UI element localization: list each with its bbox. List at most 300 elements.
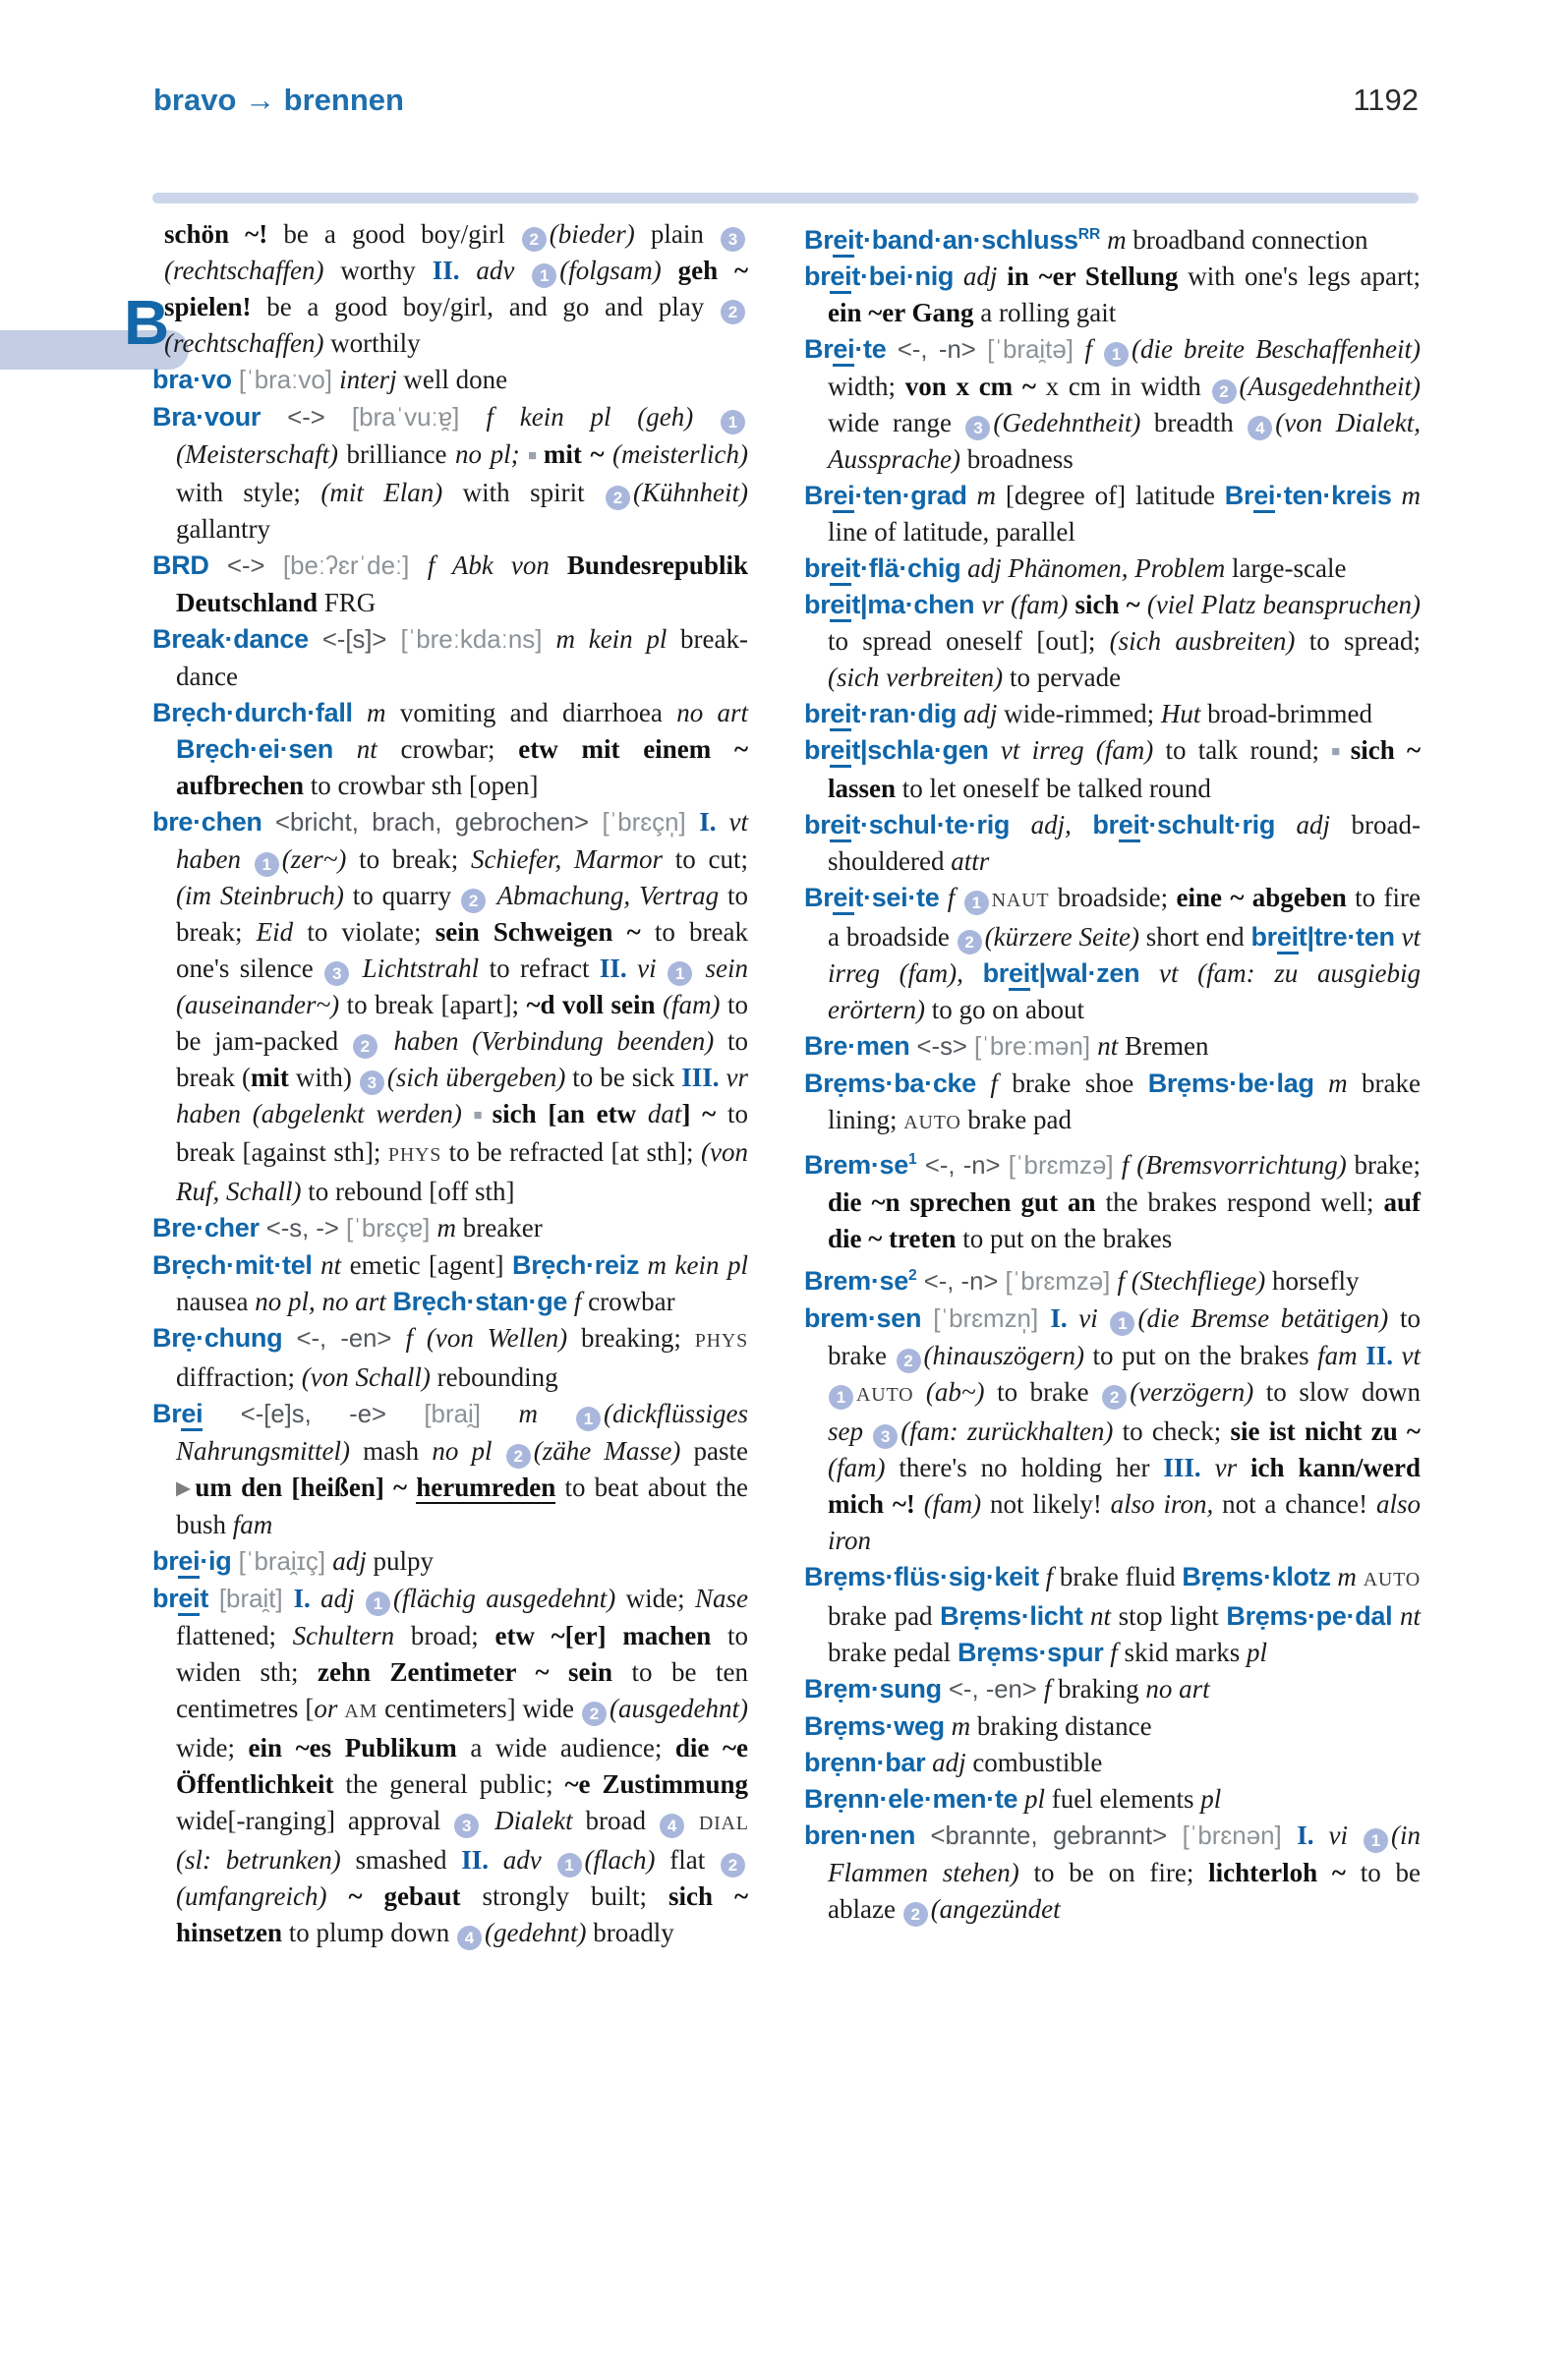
dictionary-entry [804, 696, 1421, 732]
entry-text: Nase [694, 1584, 748, 1613]
dictionary-entry [804, 1028, 1421, 1066]
entry-text: nt [1097, 1031, 1126, 1061]
entry-text: f kein pl (geh) [486, 402, 720, 432]
headword: t·bei·nig [851, 261, 955, 291]
entry-text: vt haben [176, 807, 748, 874]
entry-text: f [1043, 1674, 1059, 1704]
dictionary-entry [152, 1210, 748, 1247]
headword: Brẹms·be·lag [1147, 1069, 1314, 1098]
entry-text: sich ~ [1074, 590, 1147, 619]
sense-number-badge: 2 [958, 930, 982, 954]
headword: ei [178, 1546, 200, 1579]
entry-text: brake pedal [828, 1638, 958, 1667]
sense-number-badge: 2 [522, 227, 547, 252]
inflection-forms: <-[s]> [308, 626, 401, 654]
headword: ei [1009, 958, 1030, 991]
entry-text: mit ~ [543, 439, 613, 469]
headword: ei [1119, 810, 1140, 842]
headword: ei [830, 261, 851, 294]
entry-text: AUTO [903, 1112, 961, 1133]
dictionary-entry [804, 216, 1421, 259]
headword: br [152, 1584, 179, 1613]
entry-text: to put on the brakes [962, 1224, 1173, 1253]
entry-text: (sich übergeben) [386, 1063, 566, 1092]
entry-text: (folgsam) [559, 256, 662, 285]
sense-number-badge: 2 [903, 1902, 928, 1927]
headword: Bre·men [804, 1031, 910, 1061]
entry-text: Lichtstrahl [352, 953, 490, 983]
entry-text: flat [655, 1845, 721, 1875]
headword: t|wal·zen [1029, 958, 1140, 988]
entry-text: breaking; [580, 1323, 695, 1353]
entry-text: braking [1058, 1674, 1146, 1704]
entry-text: sein Schweigen ~ [435, 917, 655, 947]
entry-text: adv [476, 256, 532, 285]
phrase-block-icon: ■ [528, 448, 539, 464]
sense-number-badge: 3 [873, 1424, 898, 1449]
entry-text: ein ~es Publikum [248, 1733, 471, 1762]
sense-number-badge: 3 [454, 1814, 479, 1838]
headword: Brẹms·flüs·sig·keit [804, 1562, 1039, 1591]
entry-text: (ausgedehnt) [610, 1694, 748, 1723]
headword: brem·sen [804, 1303, 922, 1333]
entry-text: attr [951, 846, 990, 876]
entry-text: in ~er Stellung [1007, 261, 1189, 291]
header-divider-bar [152, 193, 1419, 203]
dictionary-entry [804, 550, 1421, 587]
entry-text: vr (fam) [974, 590, 1075, 619]
headword: br [804, 261, 831, 291]
entry-text: AUTO [1363, 1569, 1421, 1590]
phonetic-transcription: [ˈbreːkdaːns] [400, 626, 556, 654]
headword: t·schul·te·rig [851, 810, 1011, 839]
entry-text: to cut; [674, 844, 748, 874]
entry-text: m [966, 481, 1006, 510]
dictionary-entry [804, 259, 1421, 331]
phrase-block-icon: ■ [473, 1108, 488, 1124]
headword: Brẹm·sung [804, 1674, 942, 1704]
entry-text: (sl: betrunken) [176, 1845, 341, 1875]
dictionary-entry [152, 399, 748, 548]
entry-text: (von Ruf, Schall) [176, 1137, 748, 1206]
entry-text: no art [676, 698, 748, 727]
entry-text: herumreden [416, 1473, 556, 1502]
entry-text: ~e Zustimmung [564, 1769, 748, 1799]
entry-text: m [1100, 225, 1133, 255]
headword: Brẹms·ba·cke [804, 1069, 976, 1098]
entry-text: (kürzere Seite) [984, 922, 1139, 952]
headword: ei [833, 334, 854, 367]
entry-text: pulpy [373, 1546, 434, 1576]
inflection-forms: <brannte, gebrannt> [915, 1822, 1183, 1850]
entry-text: broadband connection [1132, 225, 1368, 255]
entry-text: RR [1077, 226, 1101, 243]
entry-text: to be on fire; [1018, 1858, 1209, 1887]
entry-text: broad; [410, 1621, 495, 1650]
dictionary-entry [804, 1781, 1421, 1818]
entry-text: ich kann/werd mich ~! [828, 1453, 1421, 1519]
entry-text: sie ist nicht zu ~ [1230, 1416, 1421, 1446]
headword: br [804, 553, 831, 583]
entry-text: broadside; [1049, 883, 1177, 912]
sense-number-badge: 1 [964, 891, 989, 915]
entry-text: to rebound [off sth] [301, 1177, 515, 1206]
sense-number-badge: 3 [324, 961, 349, 986]
headword: Brẹnn·ele·men·te [804, 1784, 1018, 1814]
entry-text: AUTO [856, 1384, 914, 1406]
dictionary-entry [804, 880, 1421, 1028]
sense-number-badge: 2 [897, 1349, 921, 1373]
sense-number-badge: 1 [1110, 1311, 1134, 1336]
dictionary-entry [804, 1257, 1421, 1300]
headword: br [804, 810, 831, 839]
entry-text: the general public; [345, 1769, 565, 1799]
entry-text: the brakes respond well; [1105, 1187, 1384, 1217]
entry-text: (Ausgedehntheit) [1239, 372, 1421, 401]
roman-section-number: II. [599, 953, 638, 983]
headword: Br [152, 1399, 182, 1428]
entry-text: Hut [1160, 699, 1208, 728]
headword: ei [181, 1399, 203, 1431]
entry-text: braking distance [976, 1711, 1152, 1741]
headword: t·flä·chig [851, 553, 961, 583]
entry-text: Eid [256, 917, 308, 947]
headword: bren·nen [804, 1820, 916, 1850]
sense-number-badge: 4 [660, 1814, 684, 1838]
sense-number-badge: 1 [1104, 342, 1129, 367]
entry-text: vt irreg (fam), [828, 922, 1421, 988]
entry-text: wide; [615, 1584, 695, 1613]
entry-text: m [436, 1213, 463, 1242]
headword: t|tre·ten [1298, 922, 1395, 952]
headword: Br [1224, 481, 1254, 510]
entry-text: pl [1247, 1638, 1268, 1667]
running-head: bravo → brennen [153, 83, 404, 117]
entry-text: (von Schall) [301, 1362, 431, 1392]
entry-text: haben (Verbindung beenden) [379, 1026, 715, 1056]
headword: br [152, 1546, 179, 1576]
entry-text: to be ablaze [828, 1858, 1421, 1924]
headword: Brẹms·spur [957, 1638, 1104, 1667]
entry-text: auf die ~ treten [828, 1187, 1422, 1253]
entry-text: interj [339, 365, 404, 394]
entry-text: brake; [1354, 1150, 1421, 1180]
entry-text: brake pad [828, 1601, 941, 1631]
headword: t·sei·te [854, 883, 940, 912]
entry-text: (fam: zurückhalten) [900, 1416, 1114, 1446]
entry-text: (fam) [828, 1453, 900, 1482]
entry-text: (rechtschaffen) [164, 256, 324, 285]
entry-text: crowbar; [400, 734, 519, 764]
headword: ·ten·kreis [1275, 481, 1392, 510]
dictionary-entry [804, 1745, 1421, 1781]
sense-number-badge: 2 [721, 300, 745, 324]
headword: t|schla·gen [851, 735, 989, 765]
entry-text: to crowbar sth [open] [310, 771, 539, 800]
sense-number-badge: 2 [606, 486, 630, 510]
entry-text: adj [320, 1584, 365, 1613]
phonetic-transcription: [ˈbreːmən] [974, 1033, 1098, 1061]
entry-text: or [314, 1694, 345, 1723]
entry-text: wide[-ranging] approval [176, 1806, 454, 1835]
entry-text: no pl, no art [255, 1287, 393, 1316]
entry-text: a wide audience; [470, 1733, 675, 1762]
sense-number-badge: 1 [366, 1591, 390, 1616]
entry-text: nausea [176, 1287, 256, 1316]
entry-text: with style; [176, 478, 321, 507]
headword: bra·vo [152, 365, 232, 394]
sense-number-badge: 3 [360, 1070, 384, 1095]
entry-text: f (Stechfliege) [1117, 1266, 1272, 1296]
inflection-forms: <-s, -> [259, 1215, 346, 1242]
entry-text: with one's legs apart; [1188, 261, 1421, 291]
entry-text: diffraction; [176, 1362, 302, 1392]
page-number: 1192 [1353, 83, 1419, 117]
phonetic-transcription: [ˈbrai̯tə] [987, 336, 1085, 364]
dictionary-entry [804, 1818, 1421, 1928]
phonetic-transcription: [ˈbrɛmzn̩] [921, 1305, 1051, 1333]
entry-text: PHYS [387, 1144, 442, 1166]
dictionary-entry [804, 1300, 1421, 1559]
entry-text: (fam) [923, 1489, 990, 1519]
entry-text: a rolling gait [980, 298, 1117, 327]
entry-text: to go on about [931, 995, 1084, 1024]
entry-text: broad-shouldered [828, 810, 1421, 876]
sense-number-badge: 2 [1102, 1385, 1127, 1410]
entry-text: pl [1200, 1784, 1222, 1814]
entry-text: m kein pl [555, 624, 681, 654]
headword: Bre·cher [152, 1213, 260, 1242]
entry-text: to beat about the bush [176, 1473, 748, 1539]
entry-text: fuel elements [1051, 1784, 1201, 1814]
headword: t·ran·dig [851, 699, 958, 728]
entry-text: (rechtschaffen) [164, 328, 324, 358]
entry-text: (sich verbreiten) [828, 663, 1004, 692]
entry-text: m [1391, 481, 1422, 510]
headword: Brẹms·weg [804, 1711, 945, 1741]
entry-text: to spread oneself [out]; [828, 626, 1110, 656]
entry-text: wide range [828, 408, 965, 437]
headword: t·schult·rig [1139, 810, 1276, 839]
headword: ei [830, 699, 851, 731]
entry-text: to break; [176, 881, 748, 947]
sense-number-badge: 1 [829, 1385, 853, 1410]
entry-text: um den [heißen] ~ [195, 1473, 417, 1502]
headword: bre·chen [152, 807, 262, 837]
entry-text: (angezündet [930, 1894, 1061, 1924]
dictionary-entry [804, 732, 1421, 807]
entry-text: to violate; [307, 917, 436, 947]
entry-text: vomiting and diarrhoea [399, 698, 677, 727]
phonetic-transcription: [braˈvuːɐ̯] [351, 404, 487, 432]
entry-text: nt [332, 734, 401, 764]
entry-text: f (von Wellen) [405, 1323, 581, 1353]
dictionary-entry [152, 1396, 748, 1543]
entry-text: m kein pl [639, 1250, 748, 1280]
headword: t [200, 1584, 209, 1613]
entry-text: ] ~ [681, 1099, 727, 1128]
sense-number-badge: 1 [576, 1407, 601, 1431]
sense-number-badge: 1 [532, 263, 556, 288]
entry-text: broadness [959, 444, 1074, 474]
phonetic-transcription: [ˈbrɛnən] [1182, 1822, 1298, 1850]
headword: Brẹch·stan·ge [392, 1287, 568, 1316]
entry-text: (dickflüssiges Nahrungsmittel) [176, 1399, 749, 1466]
headword: Brem·se [804, 1266, 908, 1296]
inflection-forms: <-, -en> [941, 1676, 1044, 1704]
entry-text: not a chance! [1222, 1489, 1376, 1519]
entry-text: gallantry [176, 514, 270, 544]
entry-text: be a good boy/girl [283, 219, 521, 249]
entry-text: ein ~er Gang [828, 298, 981, 327]
entry-text: rebounding [430, 1362, 558, 1392]
headword: Bra·vour [152, 402, 261, 432]
entry-text: to be refracted [at sth]; [441, 1137, 702, 1167]
entry-text: break-dance [176, 624, 748, 691]
entry-text: broad-brimmed [1207, 699, 1373, 728]
entry-text: pl [1017, 1784, 1052, 1814]
entry-text: large-scale [1232, 553, 1347, 583]
sense-number-badge: 1 [557, 1853, 582, 1878]
entry-text: Bremen [1125, 1031, 1209, 1061]
entry-text: f [1038, 1562, 1060, 1591]
entry-text: to plump down [288, 1918, 457, 1947]
dictionary-entry [152, 1247, 748, 1320]
entry-text: to break; [346, 844, 472, 874]
entry-text: (die Bremse betätigen) [1137, 1303, 1389, 1333]
headword: br [1250, 922, 1277, 952]
headword: Br [804, 225, 834, 255]
dictionary-entry [152, 548, 748, 621]
entry-text: schön ~! [164, 219, 284, 249]
roman-section-number: II. [461, 1845, 503, 1875]
entry-text: nt [1082, 1601, 1119, 1631]
entry-text: (verzögern) [1130, 1377, 1254, 1407]
dictionary-entry [152, 1543, 748, 1581]
phonetic-transcription: [brai̯t] [208, 1586, 294, 1613]
dictionary-entry [152, 621, 748, 695]
entry-text: f [976, 1069, 1013, 1098]
entry-text: (von Dialekt, Aussprache) [828, 408, 1421, 474]
entry-text: (Meisterschaft) [176, 439, 338, 469]
inflection-forms: <-, -n> [886, 336, 988, 364]
entry-text: strongly built; [482, 1881, 668, 1911]
headword: ei [178, 1584, 200, 1616]
dictionary-entry [804, 331, 1421, 478]
headword: Brẹ·chung [152, 1323, 283, 1353]
entry-text: emetic [agent] [349, 1250, 512, 1280]
entry-text: (die breite Beschaffenheit) [1132, 334, 1421, 364]
dictionary-entry [152, 1581, 748, 1951]
entry-text: (viel Platz beanspruchen) [1146, 590, 1421, 619]
entry-text: vi [637, 953, 668, 983]
letter-tab-label: B [124, 287, 170, 358]
entry-text: adj, [1010, 810, 1093, 839]
entry-text: not likely! [990, 1489, 1111, 1519]
entry-text: f [939, 883, 963, 912]
dictionary-entry [804, 1708, 1421, 1745]
sense-number-badge: 3 [965, 416, 990, 440]
entry-text: (bieder) [549, 219, 635, 249]
entry-text: no pl; [455, 439, 529, 469]
entry-text: FRG [323, 588, 377, 617]
dictionary-entry [152, 695, 748, 804]
phonetic-transcription: [ˈbrɛçn̩] [602, 809, 700, 837]
entry-text: (Kühnheit) [633, 478, 748, 507]
entry-text: m [1313, 1069, 1363, 1098]
entry-text: nt [1392, 1601, 1421, 1631]
entry-text: vr haben (abgelenkt werden) [176, 1063, 748, 1128]
sense-number-badge: 4 [1248, 416, 1272, 440]
dictionary-entry [804, 1141, 1421, 1257]
entry-text: geh ~ spielen! [164, 256, 749, 321]
entry-text: eine ~ abgeben [1176, 883, 1356, 912]
inflection-forms: <-> [261, 404, 352, 432]
entry-text: f [1084, 334, 1104, 364]
entry-text: Dialekt [482, 1806, 586, 1835]
entry-text: (flächig ausgedehnt) [392, 1584, 616, 1613]
entry-text: to pervade [1003, 663, 1122, 692]
entry-text: to be ten centimetres [ [176, 1657, 748, 1723]
entry-text: to break ( [176, 1026, 748, 1092]
entry-text: also iron, [1110, 1489, 1223, 1519]
phonetic-transcription: [ˈbraːvo] [231, 367, 340, 394]
entry-text: worthy [323, 256, 433, 285]
entry-text: die ~e Öffentlichkeit [176, 1733, 748, 1799]
entry-text: (ab~) [913, 1377, 985, 1407]
entry-text: sich ~ hinsetzen [176, 1881, 748, 1947]
phonetic-transcription: [brai̯] [424, 1401, 519, 1428]
entry-text: dat [647, 1099, 682, 1128]
headword: br [804, 735, 831, 765]
entry-text: broad [585, 1806, 659, 1835]
entry-text: brake fluid [1059, 1562, 1183, 1591]
sense-number-badge: 1 [255, 852, 279, 877]
sense-number-badge: 2 [461, 889, 486, 913]
entry-text: DIAL [686, 1813, 748, 1834]
inflection-forms: <-, -n> [916, 1152, 1009, 1180]
entry-text: paste [680, 1436, 748, 1466]
entry-text: m [944, 1711, 977, 1741]
entry-text: (fam) [663, 990, 727, 1019]
entry-text: smashed [340, 1845, 462, 1875]
entry-text: (im Steinbruch) [176, 881, 344, 910]
headword: ei [833, 883, 854, 915]
entry-text: be a good boy/girl, and go and play [266, 292, 720, 321]
entry-text: vi [1078, 1303, 1110, 1333]
entry-text: ~d voll sein [526, 990, 663, 1019]
entry-text: sep [828, 1416, 873, 1446]
entry-text: nt [312, 1250, 350, 1280]
idiom-marker-icon: ▶ [176, 1478, 194, 1499]
headword: ei [833, 481, 854, 513]
entry-text: 2 [907, 1267, 917, 1284]
entry-text: x cm in width [1045, 372, 1211, 401]
entry-text: plain [634, 219, 720, 249]
entry-text: short end [1138, 922, 1251, 952]
entry-text: to be sick [565, 1063, 682, 1092]
entry-text: Bundesrepublik Deutschland [176, 550, 748, 617]
entry-text: breadth [1140, 408, 1248, 437]
headword: br [804, 590, 831, 619]
sense-number-badge: 1 [668, 961, 692, 986]
headword: Brem·se [804, 1150, 908, 1180]
headword: Brẹch·durch·fall [152, 698, 353, 727]
column-right [804, 216, 1421, 1928]
roman-section-number: III. [681, 1063, 726, 1092]
entry-text: fam [1317, 1341, 1366, 1370]
entry-text: NAUT [991, 890, 1050, 911]
